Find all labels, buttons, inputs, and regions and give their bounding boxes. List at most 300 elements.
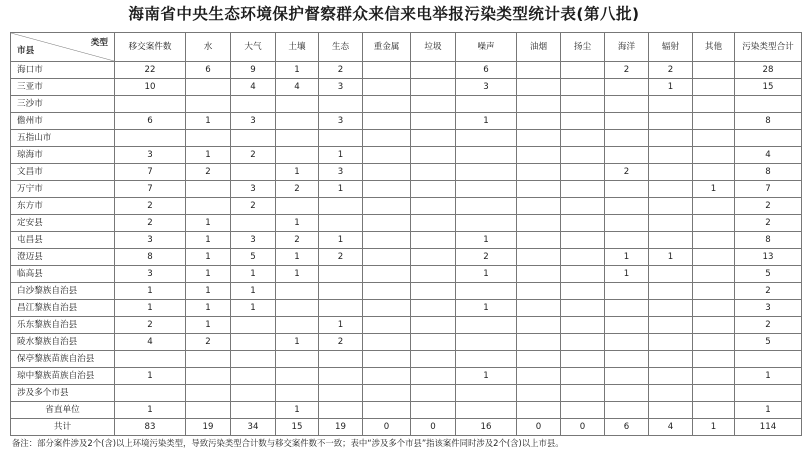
- value-cell: [319, 130, 363, 147]
- value-cell: [649, 351, 693, 368]
- value-cell: [649, 402, 693, 419]
- value-cell: [649, 164, 693, 181]
- value-cell: [186, 402, 231, 419]
- value-cell: [561, 62, 605, 79]
- city-name: 澄迈县: [11, 249, 115, 266]
- value-cell: [517, 385, 561, 402]
- value-cell: [411, 368, 456, 385]
- value-cell: [319, 96, 363, 113]
- value-cell: 8: [735, 113, 802, 130]
- value-cell: [517, 198, 561, 215]
- value-cell: [649, 130, 693, 147]
- column-header: 重金属: [363, 33, 411, 62]
- value-cell: 34: [231, 419, 276, 436]
- value-cell: [693, 130, 735, 147]
- table-row: [11, 283, 802, 300]
- table-row: [11, 402, 802, 419]
- value-cell: [456, 283, 517, 300]
- value-cell: 2: [605, 62, 649, 79]
- value-cell: 1: [186, 317, 231, 334]
- value-cell: [276, 351, 319, 368]
- value-cell: [319, 300, 363, 317]
- value-cell: [231, 164, 276, 181]
- value-cell: [231, 334, 276, 351]
- value-cell: [605, 402, 649, 419]
- city-name: 文昌市: [11, 164, 115, 181]
- value-cell: 9: [231, 62, 276, 79]
- value-cell: [693, 368, 735, 385]
- value-cell: 3: [231, 232, 276, 249]
- value-cell: [561, 215, 605, 232]
- value-cell: 8: [735, 164, 802, 181]
- value-cell: 1: [186, 113, 231, 130]
- value-cell: [276, 96, 319, 113]
- table-row: [11, 334, 802, 351]
- value-cell: [319, 215, 363, 232]
- table-row: [11, 130, 802, 147]
- city-name: 白沙黎族自治县: [11, 283, 115, 300]
- value-cell: 3: [319, 79, 363, 96]
- table-row: [11, 62, 802, 79]
- value-cell: [561, 232, 605, 249]
- value-cell: [561, 249, 605, 266]
- value-cell: [363, 181, 411, 198]
- value-cell: [561, 79, 605, 96]
- value-cell: [456, 181, 517, 198]
- value-cell: 19: [186, 419, 231, 436]
- value-cell: [276, 368, 319, 385]
- value-cell: 1: [186, 283, 231, 300]
- value-cell: [735, 351, 802, 368]
- value-cell: 6: [456, 62, 517, 79]
- value-cell: [231, 402, 276, 419]
- value-cell: [115, 96, 186, 113]
- value-cell: [561, 113, 605, 130]
- value-cell: [561, 351, 605, 368]
- value-cell: [693, 232, 735, 249]
- value-cell: 15: [276, 419, 319, 436]
- value-cell: [276, 113, 319, 130]
- value-cell: [319, 402, 363, 419]
- value-cell: [517, 232, 561, 249]
- value-cell: [561, 181, 605, 198]
- value-cell: [517, 164, 561, 181]
- value-cell: [276, 385, 319, 402]
- value-cell: 6: [115, 113, 186, 130]
- value-cell: 1: [276, 334, 319, 351]
- value-cell: [735, 130, 802, 147]
- value-cell: [186, 96, 231, 113]
- value-cell: 2: [649, 62, 693, 79]
- value-cell: [693, 164, 735, 181]
- value-cell: [693, 79, 735, 96]
- value-cell: 2: [276, 232, 319, 249]
- value-cell: 1: [649, 79, 693, 96]
- value-cell: [517, 283, 561, 300]
- column-header: 扬尘: [561, 33, 605, 62]
- value-cell: [411, 147, 456, 164]
- city-name: 三沙市: [11, 96, 115, 113]
- value-cell: [517, 79, 561, 96]
- city-name: 东方市: [11, 198, 115, 215]
- city-name: 琼海市: [11, 147, 115, 164]
- value-cell: 114: [735, 419, 802, 436]
- value-cell: 2: [735, 283, 802, 300]
- value-cell: [231, 96, 276, 113]
- column-header: 土壤: [276, 33, 319, 62]
- table-row: [11, 249, 802, 266]
- value-cell: 1: [115, 283, 186, 300]
- value-cell: [517, 266, 561, 283]
- value-cell: 4: [735, 147, 802, 164]
- value-cell: 2: [319, 249, 363, 266]
- value-cell: [693, 113, 735, 130]
- city-name: 儋州市: [11, 113, 115, 130]
- value-cell: [411, 79, 456, 96]
- value-cell: [276, 147, 319, 164]
- value-cell: [115, 130, 186, 147]
- value-cell: [411, 351, 456, 368]
- value-cell: [605, 130, 649, 147]
- value-cell: [363, 334, 411, 351]
- total-row: [11, 419, 802, 436]
- value-cell: [231, 317, 276, 334]
- table-row: [11, 198, 802, 215]
- value-cell: [231, 215, 276, 232]
- value-cell: [411, 317, 456, 334]
- value-cell: 83: [115, 419, 186, 436]
- value-cell: 1: [693, 181, 735, 198]
- value-cell: [411, 113, 456, 130]
- city-name: 定安县: [11, 215, 115, 232]
- value-cell: [649, 266, 693, 283]
- value-cell: [319, 351, 363, 368]
- value-cell: 16: [456, 419, 517, 436]
- value-cell: 2: [115, 198, 186, 215]
- header-row: [11, 33, 802, 62]
- value-cell: [693, 62, 735, 79]
- value-cell: [693, 266, 735, 283]
- value-cell: [411, 130, 456, 147]
- city-name: 省直单位: [11, 402, 115, 419]
- value-cell: 1: [276, 402, 319, 419]
- value-cell: [517, 62, 561, 79]
- value-cell: 2: [186, 164, 231, 181]
- city-name: 三亚市: [11, 79, 115, 96]
- value-cell: 1: [456, 232, 517, 249]
- column-header: 其他: [693, 33, 735, 62]
- value-cell: 2: [456, 249, 517, 266]
- value-cell: [456, 147, 517, 164]
- value-cell: [561, 147, 605, 164]
- value-cell: [517, 113, 561, 130]
- value-cell: [319, 283, 363, 300]
- value-cell: [363, 351, 411, 368]
- value-cell: [693, 334, 735, 351]
- value-cell: 1: [186, 266, 231, 283]
- value-cell: [363, 147, 411, 164]
- value-cell: [693, 147, 735, 164]
- value-cell: [561, 317, 605, 334]
- value-cell: [411, 334, 456, 351]
- value-cell: 1: [186, 249, 231, 266]
- value-cell: [605, 96, 649, 113]
- value-cell: [411, 249, 456, 266]
- value-cell: 1: [735, 368, 802, 385]
- value-cell: [363, 402, 411, 419]
- value-cell: [456, 130, 517, 147]
- value-cell: [561, 198, 605, 215]
- value-cell: 1: [276, 266, 319, 283]
- value-cell: 2: [319, 334, 363, 351]
- value-cell: [363, 215, 411, 232]
- value-cell: [363, 368, 411, 385]
- value-cell: [456, 402, 517, 419]
- value-cell: [605, 334, 649, 351]
- value-cell: 3: [735, 300, 802, 317]
- value-cell: 7: [735, 181, 802, 198]
- value-cell: 1: [456, 300, 517, 317]
- value-cell: 1: [231, 266, 276, 283]
- value-cell: [319, 198, 363, 215]
- value-cell: 1: [735, 402, 802, 419]
- value-cell: [605, 368, 649, 385]
- value-cell: [411, 96, 456, 113]
- value-cell: 0: [561, 419, 605, 436]
- column-header: 垃圾: [411, 33, 456, 62]
- value-cell: [693, 402, 735, 419]
- value-cell: [319, 368, 363, 385]
- value-cell: [319, 385, 363, 402]
- value-cell: 7: [115, 164, 186, 181]
- value-cell: [649, 385, 693, 402]
- value-cell: [693, 249, 735, 266]
- table-row: [11, 147, 802, 164]
- value-cell: [605, 385, 649, 402]
- value-cell: [517, 300, 561, 317]
- value-cell: [363, 130, 411, 147]
- value-cell: [693, 283, 735, 300]
- value-cell: [456, 351, 517, 368]
- value-cell: 0: [363, 419, 411, 436]
- value-cell: 1: [319, 317, 363, 334]
- value-cell: [561, 130, 605, 147]
- value-cell: [693, 385, 735, 402]
- value-cell: [649, 300, 693, 317]
- value-cell: [231, 385, 276, 402]
- value-cell: 1: [605, 266, 649, 283]
- value-cell: 1: [276, 62, 319, 79]
- city-name: 万宁市: [11, 181, 115, 198]
- value-cell: 15: [735, 79, 802, 96]
- value-cell: 6: [605, 419, 649, 436]
- value-cell: 3: [231, 113, 276, 130]
- city-name: 保亭黎族苗族自治县: [11, 351, 115, 368]
- value-cell: [649, 317, 693, 334]
- value-cell: [693, 215, 735, 232]
- value-cell: [186, 130, 231, 147]
- value-cell: 3: [115, 266, 186, 283]
- value-cell: [363, 266, 411, 283]
- value-cell: [186, 79, 231, 96]
- value-cell: [649, 334, 693, 351]
- value-cell: 1: [276, 215, 319, 232]
- value-cell: [231, 130, 276, 147]
- table-row: [11, 351, 802, 368]
- value-cell: [456, 164, 517, 181]
- value-cell: 10: [115, 79, 186, 96]
- value-cell: [319, 266, 363, 283]
- value-cell: [231, 368, 276, 385]
- value-cell: [605, 300, 649, 317]
- value-cell: 19: [319, 419, 363, 436]
- value-cell: 1: [319, 181, 363, 198]
- value-cell: [605, 317, 649, 334]
- value-cell: [411, 62, 456, 79]
- value-cell: [517, 317, 561, 334]
- value-cell: 2: [231, 198, 276, 215]
- city-name: 海口市: [11, 62, 115, 79]
- value-cell: [649, 215, 693, 232]
- value-cell: [276, 283, 319, 300]
- value-cell: [186, 385, 231, 402]
- value-cell: [561, 283, 605, 300]
- value-cell: [649, 368, 693, 385]
- value-cell: [411, 181, 456, 198]
- value-cell: [561, 164, 605, 181]
- column-header: 移交案件数: [115, 33, 186, 62]
- value-cell: 5: [735, 266, 802, 283]
- footnote: 备注：部分案件涉及2个(含)以上环境污染类型，导致污染类型合计数与移交案件数不一致；表中“涉及多个市县”指该案件同时涉及2个(含)以上市县。: [12, 438, 564, 448]
- value-cell: [517, 96, 561, 113]
- value-cell: [561, 300, 605, 317]
- value-cell: [363, 385, 411, 402]
- value-cell: [649, 198, 693, 215]
- value-cell: 3: [231, 181, 276, 198]
- value-cell: [186, 198, 231, 215]
- value-cell: 0: [517, 419, 561, 436]
- value-cell: [456, 385, 517, 402]
- statistics-table: [10, 32, 802, 436]
- value-cell: [693, 351, 735, 368]
- value-cell: 1: [186, 147, 231, 164]
- value-cell: 1: [456, 368, 517, 385]
- header-corner-cell: [11, 33, 115, 62]
- value-cell: 3: [319, 113, 363, 130]
- city-name: 五指山市: [11, 130, 115, 147]
- value-cell: [363, 198, 411, 215]
- value-cell: 1: [649, 249, 693, 266]
- city-name: 昌江黎族自治县: [11, 300, 115, 317]
- value-cell: [517, 368, 561, 385]
- value-cell: [411, 232, 456, 249]
- city-name: 琼中黎族苗族自治县: [11, 368, 115, 385]
- value-cell: [605, 232, 649, 249]
- value-cell: [456, 215, 517, 232]
- value-cell: 1: [319, 232, 363, 249]
- value-cell: [411, 198, 456, 215]
- value-cell: 2: [319, 62, 363, 79]
- value-cell: 4: [276, 79, 319, 96]
- page-title: 海南省中央生态环境保护督察群众来信来电举报污染类型统计表(第八批): [128, 5, 640, 23]
- table-body: [11, 62, 802, 436]
- value-cell: [363, 232, 411, 249]
- city-name: 陵水黎族自治县: [11, 334, 115, 351]
- value-cell: [649, 283, 693, 300]
- value-cell: 13: [735, 249, 802, 266]
- value-cell: [649, 147, 693, 164]
- value-cell: [517, 249, 561, 266]
- value-cell: [456, 317, 517, 334]
- table-row: [11, 368, 802, 385]
- table-row: [11, 232, 802, 249]
- value-cell: [115, 351, 186, 368]
- value-cell: [693, 300, 735, 317]
- value-cell: 1: [115, 300, 186, 317]
- value-cell: 1: [231, 300, 276, 317]
- value-cell: [456, 334, 517, 351]
- table-row: [11, 181, 802, 198]
- value-cell: [411, 266, 456, 283]
- value-cell: [363, 113, 411, 130]
- value-cell: 2: [231, 147, 276, 164]
- value-cell: [649, 232, 693, 249]
- value-cell: 1: [186, 215, 231, 232]
- column-header: 噪声: [456, 33, 517, 62]
- value-cell: [517, 130, 561, 147]
- city-name: 屯昌县: [11, 232, 115, 249]
- value-cell: [411, 283, 456, 300]
- table-row: [11, 96, 802, 113]
- value-cell: [605, 113, 649, 130]
- value-cell: [363, 249, 411, 266]
- table-row: [11, 215, 802, 232]
- value-cell: [231, 351, 276, 368]
- value-cell: 1: [605, 249, 649, 266]
- value-cell: 1: [186, 232, 231, 249]
- value-cell: 6: [186, 62, 231, 79]
- value-cell: 4: [649, 419, 693, 436]
- value-cell: 3: [115, 232, 186, 249]
- value-cell: [605, 79, 649, 96]
- value-cell: 8: [735, 232, 802, 249]
- value-cell: [605, 351, 649, 368]
- table-row: [11, 300, 802, 317]
- value-cell: [411, 164, 456, 181]
- value-cell: 2: [605, 164, 649, 181]
- column-header: 大气: [231, 33, 276, 62]
- column-header: 水: [186, 33, 231, 62]
- value-cell: 4: [231, 79, 276, 96]
- value-cell: [649, 181, 693, 198]
- value-cell: 1: [693, 419, 735, 436]
- value-cell: 4: [115, 334, 186, 351]
- value-cell: 7: [115, 181, 186, 198]
- table-row: [11, 385, 802, 402]
- value-cell: 1: [456, 113, 517, 130]
- value-cell: [561, 368, 605, 385]
- city-name: 临高县: [11, 266, 115, 283]
- value-cell: 0: [411, 419, 456, 436]
- value-cell: [517, 402, 561, 419]
- table-row: [11, 317, 802, 334]
- value-cell: [363, 283, 411, 300]
- column-header: 油烟: [517, 33, 561, 62]
- value-cell: [276, 300, 319, 317]
- value-cell: [276, 198, 319, 215]
- value-cell: 1: [115, 368, 186, 385]
- value-cell: [363, 300, 411, 317]
